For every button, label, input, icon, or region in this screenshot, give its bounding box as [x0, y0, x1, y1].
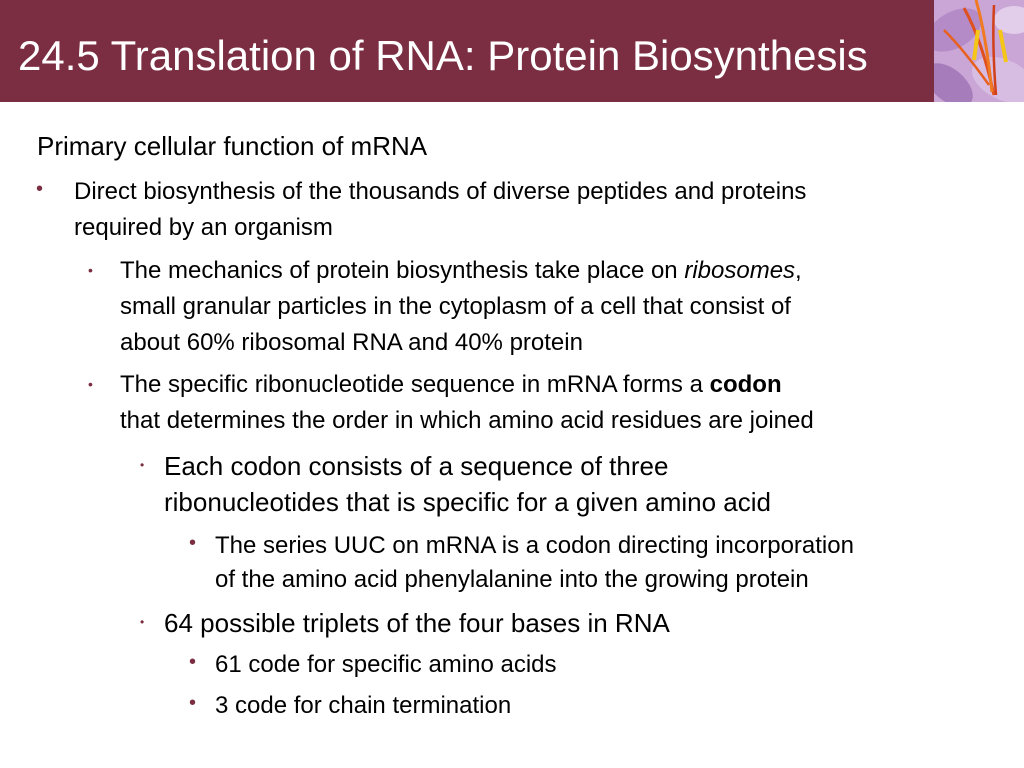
- bullet-text: 3 code for chain termination: [215, 692, 512, 719]
- bullet-text: 64 possible triplets of the four bases in RNA: [164, 608, 670, 638]
- bullet-text: of the amino acid phenylalanine into the growing protein: [215, 566, 809, 593]
- bullet-level3: •: [140, 458, 145, 472]
- bullet-text: Direct biosynthesis of the thousands of diverse peptides and proteins: [74, 178, 807, 205]
- bullet-text: The specific ribonucleotide sequence in mRNA forms a codon: [120, 371, 782, 398]
- bullet-level4: •: [189, 651, 197, 673]
- bullet-text: ribonucleotides that is specific for a given amino acid: [164, 487, 771, 517]
- bullet-level3: •: [140, 615, 145, 629]
- bullet-level2: •: [88, 262, 93, 278]
- bullet-level4: •: [189, 692, 197, 714]
- bullet-text: about 60% ribosomal RNA and 40% protein: [120, 329, 583, 356]
- bullet-text: Each codon consists of a sequence of three: [164, 451, 669, 481]
- section-heading: Primary cellular function of mRNA: [37, 131, 428, 161]
- bullet-level2: •: [88, 376, 93, 392]
- bullet-text: 61 code for specific amino acids: [215, 651, 557, 678]
- bullet-text: small granular particles in the cytoplasm of a cell that consist of: [120, 293, 791, 320]
- bullet-text: that determines the order in which amino acid residues are joined: [120, 407, 814, 434]
- bullet-text: required by an organism: [74, 214, 333, 241]
- bullet-text: The series UUC on mRNA is a codon directing incorporation: [215, 532, 854, 559]
- emphasis-italic: ribosomes: [684, 257, 796, 284]
- bullet-level1: •: [36, 178, 44, 200]
- emphasis-bold: codon: [709, 371, 782, 398]
- bullet-level4: •: [189, 532, 197, 554]
- bullet-text: The mechanics of protein biosynthesis take place on ribosomes,: [120, 257, 802, 284]
- slide-title: 24.5 Translation of RNA: Protein Biosynthesis: [18, 32, 868, 79]
